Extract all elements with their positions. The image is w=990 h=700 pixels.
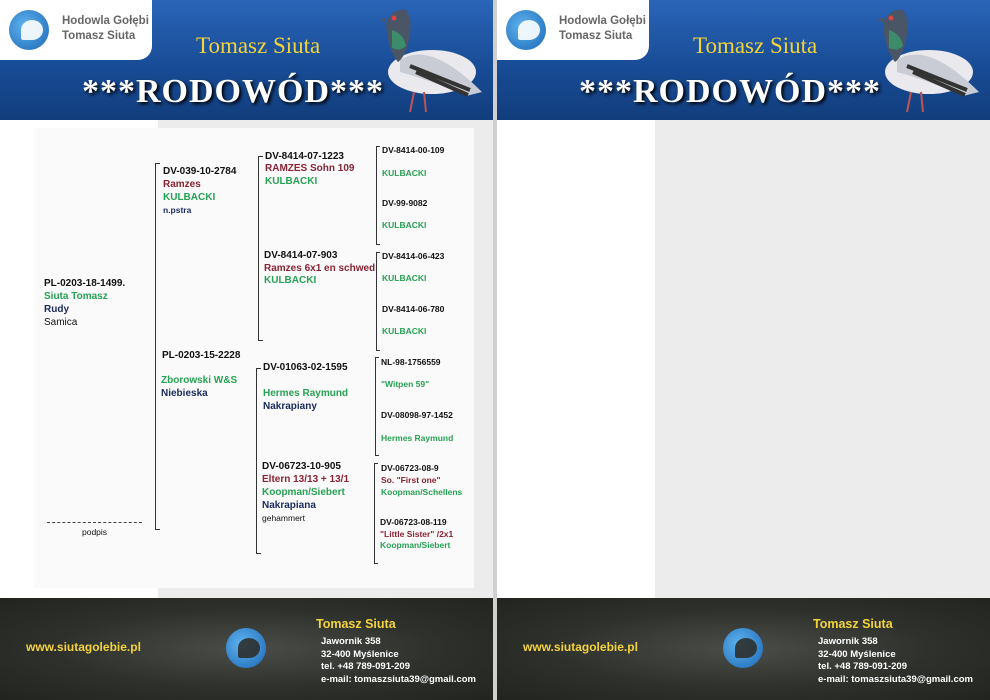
- logo-box: [497, 0, 649, 60]
- footer-phone: tel. +48 789-091-209: [818, 661, 907, 672]
- gg3-ring: DV-8414-06-423: [382, 251, 445, 261]
- pigeon-logo-icon: [226, 628, 266, 668]
- father-line: KULBACKI: [163, 192, 216, 203]
- pigeon-logo-icon: [506, 10, 546, 50]
- mm-ring: DV-06723-10-905: [262, 461, 341, 472]
- mf-color: Nakrapiany: [263, 401, 317, 412]
- father-color: n.pstra: [163, 205, 192, 215]
- gg7-line: Koopman/Schellens: [381, 487, 463, 497]
- gg1-ring: DV-8414-00-109: [382, 145, 445, 155]
- footer-address2: 32-400 Myślenice: [818, 648, 896, 660]
- page-footer: [497, 598, 990, 700]
- gg2-ring: DV-99-9082: [382, 198, 428, 208]
- gg8-ring: DV-06723-08-119: [380, 517, 447, 527]
- gg8-line: Koopman/Siebert: [380, 540, 451, 550]
- father-ring: DV-039-10-2784: [163, 166, 237, 177]
- footer-address1: Jawornik 358: [321, 636, 381, 647]
- mm-note: gehammert: [262, 513, 305, 523]
- fm-line: KULBACKI: [264, 275, 317, 286]
- gg8-name: "Little Sister" /2x1: [380, 529, 454, 539]
- footer-name: Tomasz Siuta: [813, 617, 893, 631]
- signature-line: [47, 522, 142, 523]
- footer-email[interactable]: e-mail: tomaszsiuta39@gmail.com: [818, 673, 973, 685]
- gg6-ring: DV-08098-97-1452: [381, 410, 453, 420]
- pedigree-page-left: [0, 0, 493, 700]
- fm-name: Ramzes 6x1 en schwed: [264, 263, 376, 274]
- gg2-line: KULBACKI: [382, 220, 427, 230]
- page-title: ***RODOWÓD***: [579, 73, 881, 110]
- gg4-line: KULBACKI: [382, 326, 427, 336]
- ff-name: RAMZES Sohn 109: [265, 163, 355, 174]
- website-link[interactable]: www.siutagolebie.pl: [523, 640, 638, 654]
- gg7-name: So. "First one": [381, 475, 441, 485]
- pedigree-page-right: [497, 0, 990, 700]
- pigeon-logo-icon: [9, 10, 49, 50]
- logo-text-line2: Tomasz Siuta: [559, 30, 633, 42]
- gg5-ring: NL-98-1756559: [381, 357, 441, 367]
- footer-phone: tel. +48 789-091-209: [321, 661, 410, 672]
- footer-address2: 32-400 Myślenice: [321, 648, 399, 660]
- page-header: [0, 0, 493, 120]
- page-header: [497, 0, 990, 120]
- mother-ring: PL-0203-15-2228: [162, 350, 241, 361]
- gg5-line: "Witpen 59": [381, 379, 430, 389]
- subject-color: Rudy: [44, 304, 69, 315]
- gg4-ring: DV-8414-06-780: [382, 304, 445, 314]
- brand-name: Tomasz Siuta: [693, 33, 818, 58]
- gg7-ring: DV-06723-08-9: [381, 463, 439, 473]
- logo-text-line1: Hodowla Gołębi: [559, 15, 646, 27]
- footer-name: Tomasz Siuta: [316, 617, 396, 631]
- mm-line: Koopman/Siebert: [262, 487, 345, 498]
- logo-text-line1: Hodowla Gołębi: [62, 15, 149, 27]
- website-link[interactable]: www.siutagolebie.pl: [26, 640, 141, 654]
- page-title: ***RODOWÓD***: [82, 73, 384, 110]
- subject-breeder: Siuta Tomasz: [44, 291, 108, 302]
- page-footer: [0, 598, 493, 700]
- mf-ring: DV-01063-02-1595: [263, 362, 348, 373]
- logo-box: [0, 0, 152, 60]
- mf-name: Hermes Raymund: [263, 388, 349, 399]
- logo-text-line2: Tomasz Siuta: [62, 30, 136, 42]
- gg1-line: KULBACKI: [382, 168, 427, 178]
- pigeon-photo: [370, 0, 493, 120]
- pigeon-logo-icon: [723, 628, 763, 668]
- mm-name: Eltern 13/13 + 13/1: [262, 474, 350, 485]
- father-name: Ramzes: [163, 179, 201, 190]
- mother-breeder: Zborowski W&S: [161, 375, 238, 386]
- subject-ring: PL-0203-18-1499.: [44, 278, 126, 289]
- footer-address1: Jawornik 358: [818, 636, 878, 647]
- mother-color: Niebieska: [161, 388, 208, 399]
- footer-email[interactable]: e-mail: tomaszsiuta39@gmail.com: [321, 673, 476, 685]
- subject-sex: Samica: [44, 317, 78, 328]
- mm-color: Nakrapiana: [262, 500, 316, 511]
- brand-name: Tomasz Siuta: [196, 33, 321, 58]
- ff-line: KULBACKI: [265, 176, 318, 187]
- fm-ring: DV-8414-07-903: [264, 250, 338, 261]
- gg3-line: KULBACKI: [382, 273, 427, 283]
- signature-label: podpis: [82, 527, 108, 537]
- pigeon-photo: [867, 0, 990, 120]
- ff-ring: DV-8414-07-1223: [265, 151, 344, 162]
- gg6-line: Hermes Raymund: [381, 433, 454, 443]
